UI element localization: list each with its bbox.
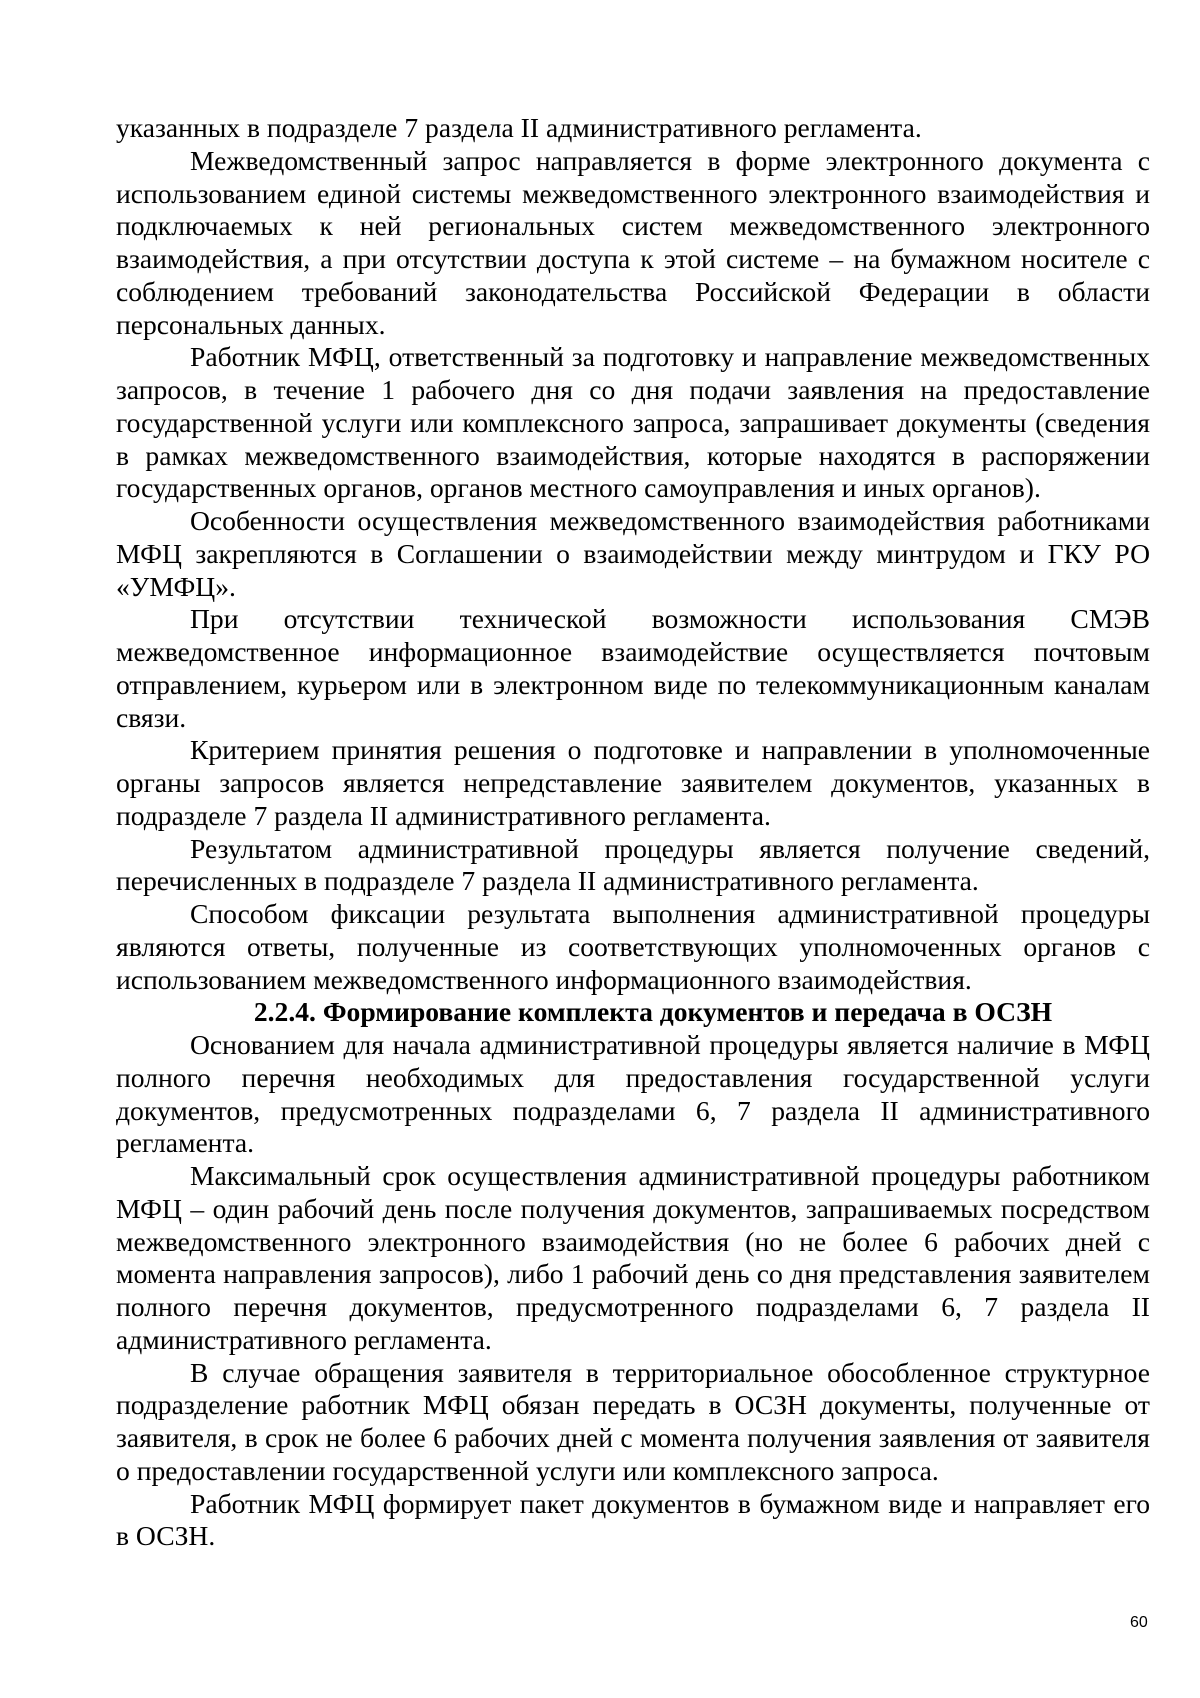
paragraph-responsible-worker: Работник МФЦ, ответственный за подготовку и направление межведомственных запросов, в течение 1 рабочего дня со дня подачи заявления на предоставление государственной услуги или комплексного запроса, запрашивает документы (сведения в рамках межведомственного взаимодействия, которые находятся в распоряжении государственных органов, органов местного самоуправления и иных органов). [116, 341, 1150, 504]
paragraph-territorial-subdivision: В случае обращения заявителя в территориальное обособленное структурное подразделение работник МФЦ обязан передать в ОСЗН документы, полученные от заявителя, в срок не более 6 рабочих дней с момента получения заявления от заявителя о предоставлении государственной услуги или комплексного запроса. [116, 1356, 1150, 1486]
paragraph-interagency-request-form: Межведомственный запрос направляется в форме электронного документа с использованием единой системы межведомственного электронного взаимодействия и подключаемых к ней региональных систем межведомственного электронного взаимодействия, а при отсутствии доступа к этой системе – на бумажном носителе с соблюдением требований законодательства Российской Федерации в области персональных данных. [116, 144, 1150, 340]
document-page [116, 112, 1150, 1553]
paragraph-no-smev: При отсутствии технической возможности использования СМЭВ межведомственное информационное взаимодействие осуществляется почтовым отправлением, курьером или в электронном виде по телекоммуникационным каналам связи. [116, 603, 1150, 733]
paragraph-procedure-result: Результатом административной процедуры является получение сведений, перечисленных в подразделе 7 раздела II административного регламента. [116, 832, 1150, 897]
paragraph-document-package: Работник МФЦ формирует пакет документов в бумажном виде и направляет его в ОСЗН. [116, 1487, 1150, 1552]
section-heading: 2.2.4. Формирование комплекта документов и передача в ОСЗН [253, 996, 1053, 1028]
paragraph-agreement-features: Особенности осуществления межведомственного взаимодействия работниками МФЦ закрепляются в Соглашении о взаимодействии между минтрудом и ГКУ РО «УМФЦ». [116, 505, 1150, 602]
paragraph-maximum-term: Максимальный срок осуществления административной процедуры работником МФЦ – один рабочий день после получения документов, запрашиваемых посредством межведомственного электронного взаимодействия (но не более 6 рабочих дней с момента направления запросов), либо 1 рабочий день со дня представления заявителем полного перечня документов, предусмотренного подразделами 6, 7 раздела II административного регламента. [116, 1160, 1150, 1355]
paragraph-decision-criterion: Критерием принятия решения о подготовке и направлении в уполномоченные органы запросов является непредставление заявителем документов, указанных в подразделе 7 раздела II административного регламента. [116, 734, 1150, 831]
paragraph-procedure-basis: Основанием для начала административной процедуры является наличие в МФЦ полного перечня необходимых для предоставления государственной услуги документов, предусмотренных подразделами 6, 7 раздела II административного регламента. [116, 1029, 1150, 1159]
paragraph-result-fixation: Способом фиксации результата выполнения административной процедуры являются ответы, полученные из соответствующих уполномоченных органов с использованием межведомственного информационного взаимодействия. [116, 898, 1150, 995]
page-number: 60 [1130, 1614, 1148, 1631]
paragraph-continuation: указанных в подразделе 7 раздела II административного регламента. [116, 112, 922, 143]
